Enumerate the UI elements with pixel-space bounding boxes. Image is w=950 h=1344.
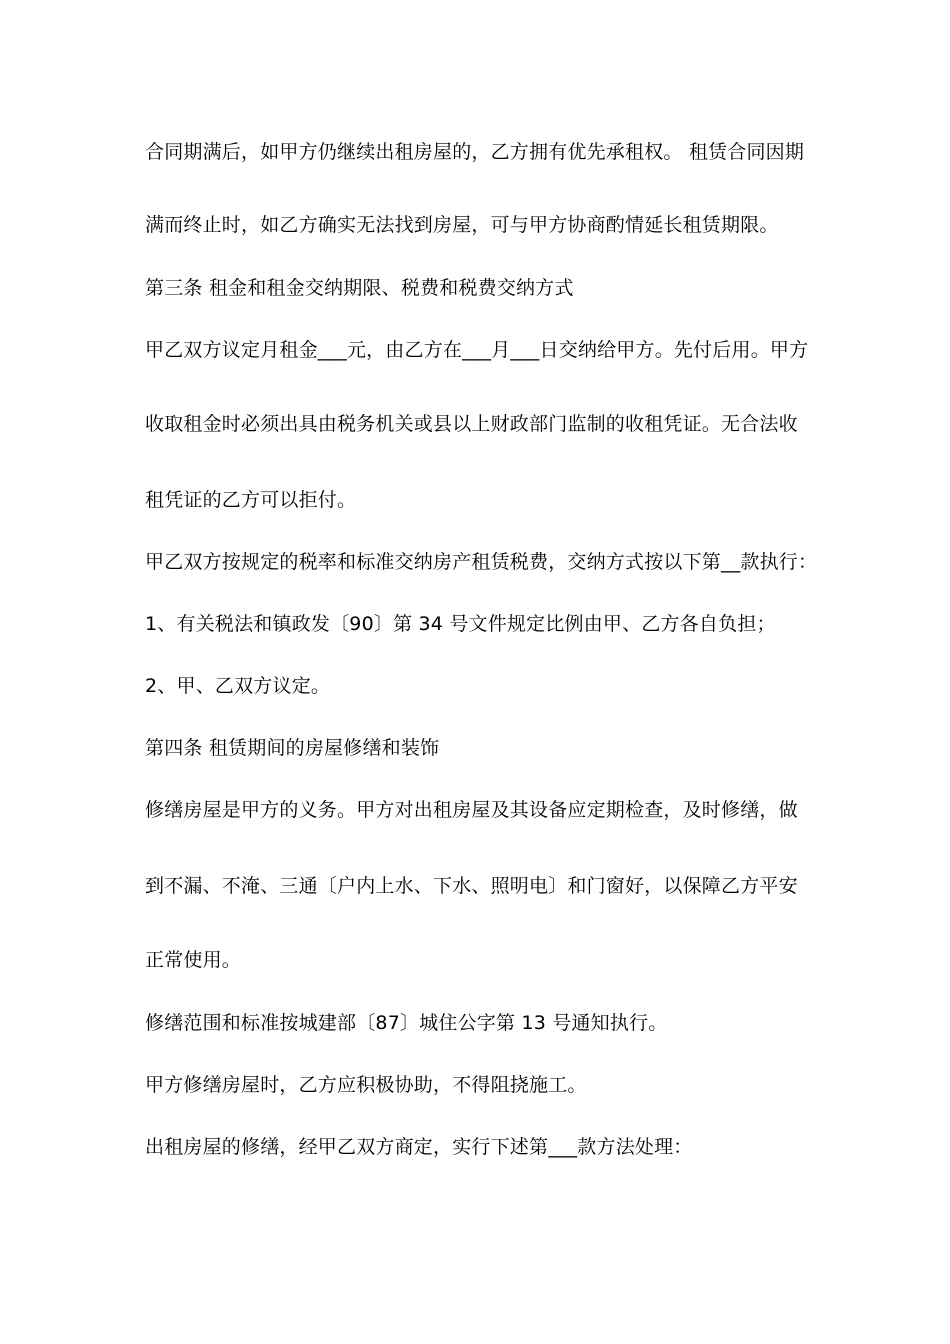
paragraph-line: 甲方修缮房屋时，乙方应积极协助，不得阻挠施工。 (145, 1074, 587, 1096)
paragraph-line: 收取租金时必须出具由税务机关或县以上财政部门监制的收租凭证。无合法收 (145, 413, 798, 435)
paragraph-line: 合同期满后，如甲方仍继续出租房屋的，乙方拥有优先承租权。 租赁合同因期 (145, 141, 805, 163)
paragraph-line: 甲乙双方议定月租金___元，由乙方在___月___日交纳给甲方。先付后用。甲方 (145, 339, 809, 361)
list-item: 2、甲、乙双方议定。 (145, 675, 331, 697)
paragraph-line: 正常使用。 (145, 949, 242, 971)
list-item: 1、有关税法和镇政发〔90〕第 34 号文件规定比例由甲、乙方各自负担； (145, 613, 776, 635)
paragraph-line: 甲乙双方按规定的税率和标准交纳房产租赁税费，交纳方式按以下第__款执行： (145, 551, 818, 573)
paragraph-line: 修缮房屋是甲方的义务。甲方对出租房屋及其设备应定期检查，及时修缮，做 (145, 799, 798, 821)
paragraph-line: 出租房屋的修缮，经甲乙双方商定，实行下述第___款方法处理： (145, 1136, 693, 1158)
paragraph-line: 租凭证的乙方可以拒付。 (145, 489, 357, 511)
paragraph-line: 满而终止时，如乙方确实无法找到房屋，可与甲方协商酌情延长租赁期限。 (145, 214, 779, 236)
paragraph-line: 修缮范围和标准按城建部〔87〕城住公字第 13 号通知执行。 (145, 1012, 668, 1034)
section-heading: 第四条 租赁期间的房屋修缮和装饰 (145, 737, 440, 759)
paragraph-line: 到不漏、不淹、三通〔户内上水、下水、照明电〕和门窗好，以保障乙方平安 (145, 875, 798, 897)
section-heading: 第三条 租金和租金交纳期限、税费和税费交纳方式 (145, 277, 574, 299)
